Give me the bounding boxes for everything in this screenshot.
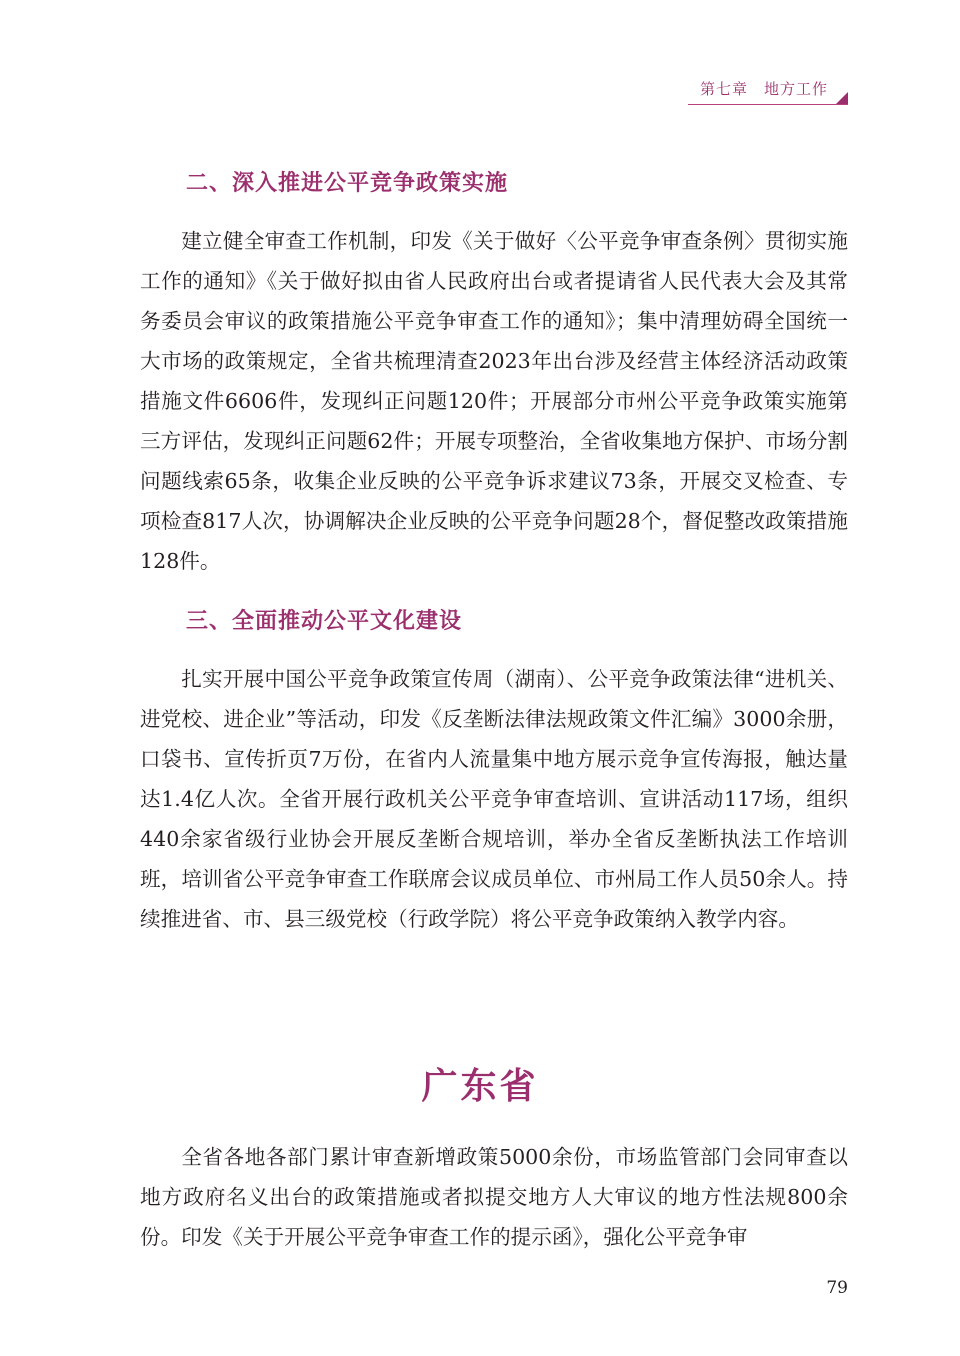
province-title: 广东省 <box>421 1066 539 1107</box>
section-2-paragraph: 建立健全审查工作机制，印发《关于做好〈公平竞争审查条例〉贯彻实施工作的通知》《关于做好拟由省人民政府出台或者提请省人民代表大会及其常务委员会审议的政策措施公平竞争审查工作的通知》；集中清理妨碍全国统一大市场的政策规定，全省共梳理清查2023年出台涉及经营主体经济活动政策措施文件6606件，发现纠正问题120件；开展部分市州公平竞争政策实施第三方评估，发现纠正问题62件；开展专项整治，全省收集地方保护、市场分割问题线索65条，收集企业反映的公平竞争诉求建议73条，开展交叉检查、专项检查817人次，协调解决企业反映的公平竞争问题28个，督促整改政策措施128件。 <box>140 229 848 573</box>
running-header <box>688 76 848 105</box>
guangdong-paragraph: 全省各地各部门累计审查新增政策5000余份，市场监管部门会同审查以地方政府名义出台的政策措施或者拟提交地方人大审议的地方性法规800余份。印发《关于开展公平竞争审查工作的提示函》，强化公平竞争审 <box>140 1145 848 1249</box>
corner-triangle-icon <box>836 92 848 104</box>
section-3-paragraph: 扎实开展中国公平竞争政策宣传周（湖南）、公平竞争政策法律“进机关、进党校、进企业”等活动，印发《反垄断法律法规政策文件汇编》3000余册，口袋书、宣传折页7万份，在省内人流量集中地方展示竞争宣传海报，触达量达1.4亿人次。全省开展行政机关公平竞争审查培训、宣讲活动117场，组织440余家省级行业协会开展反垄断合规培训，举办全省反垄断执法工作培训班，培训省公平竞争审查工作联席会议成员单位、市州局工作人员50余人。持续推进省、市、县三级党校（行政学院）将公平竞争政策纳入教学内容。 <box>140 667 848 931</box>
page-number: 79 <box>826 1278 848 1298</box>
section-heading-2: 二、深入推进公平竞争政策实施 <box>186 171 509 196</box>
chapter-title: 第七章 地方工作 <box>699 80 828 98</box>
section-heading-3: 三、全面推动公平文化建设 <box>186 609 463 634</box>
